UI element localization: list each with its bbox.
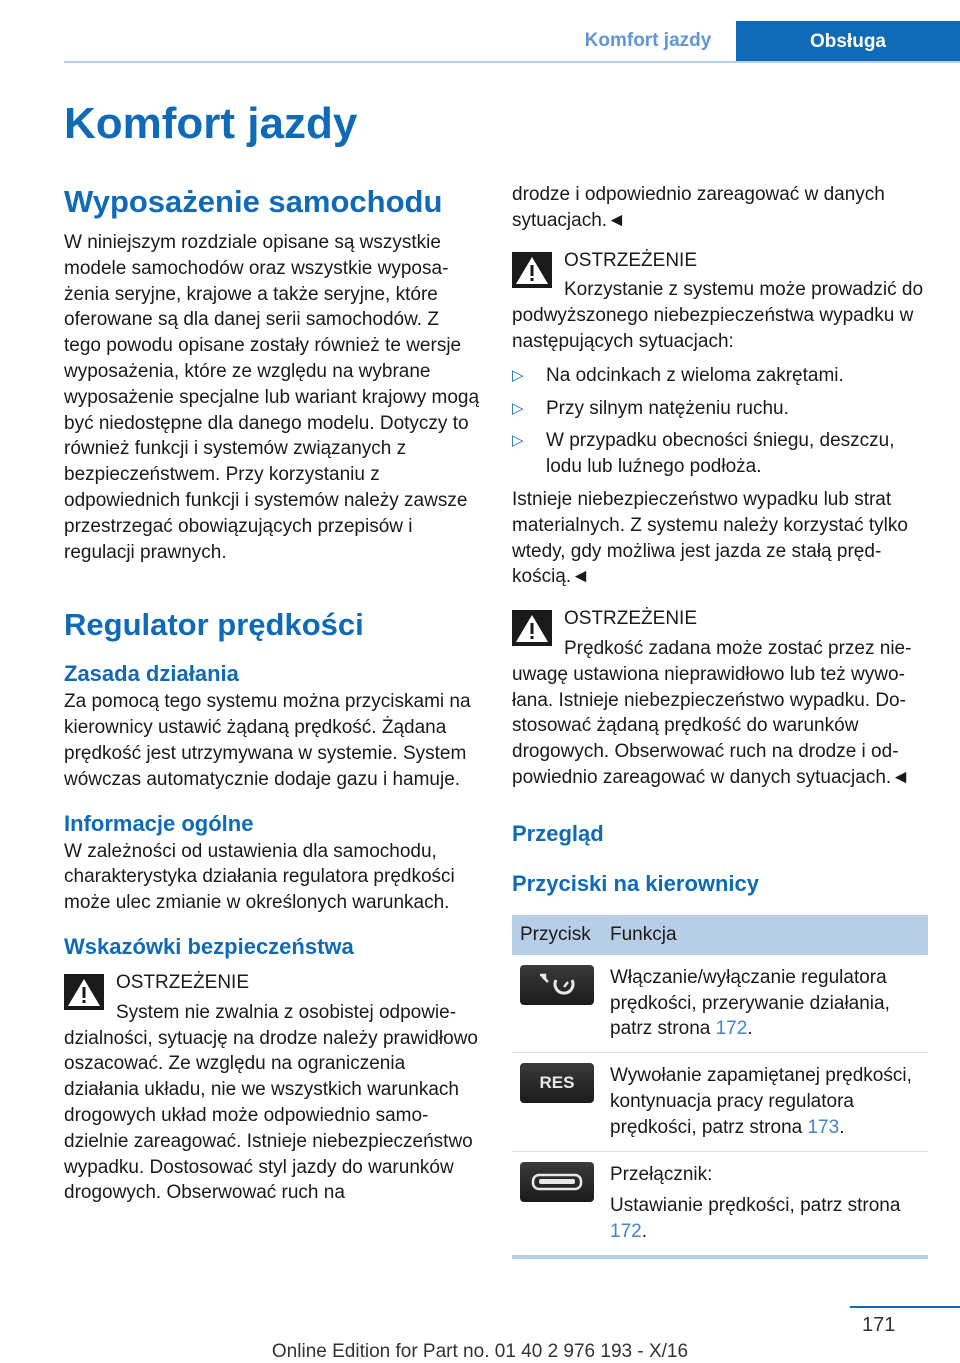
warning-block-3 bbox=[512, 606, 928, 791]
heading-steering-buttons: Przyciski na kierownicy bbox=[512, 870, 760, 896]
table-row bbox=[512, 955, 928, 1053]
warning-block-1 bbox=[64, 970, 480, 1206]
page-link[interactable]: 172 bbox=[715, 1018, 748, 1040]
page-number: 171 bbox=[862, 1314, 896, 1336]
res-button-icon: RES bbox=[520, 1063, 594, 1103]
list-item: ▷ Przy silnym natężeniu ruchu. bbox=[512, 396, 928, 422]
table-header-row bbox=[512, 915, 928, 955]
paragraph-continued: drodze i odpowiednio zareagować w danych sytuacjach.◄ bbox=[512, 184, 885, 231]
header-section-label: Komfort jazdy bbox=[584, 30, 712, 51]
warning-triangle-icon bbox=[512, 252, 552, 288]
bullet-arrow-icon: ▷ bbox=[512, 399, 524, 417]
function-cell: Wywołanie zapamiętanej prędkości, kontynuacja pracy regulatora prędkości, patrz strona 173. bbox=[602, 1053, 928, 1151]
warning-body: Prędkość zadana może zostać przez nieuwagę ustawiona nieprawidłowo lub też wywołana. Istnieje niebezpieczeństwo wypadku. Dostosować żądaną prędkość do warunków drogowych. Obserwować ruch na drodze i odpowiednio zareagować w danych sytuacjach.◄ bbox=[512, 637, 912, 788]
warning-triangle-icon bbox=[64, 974, 104, 1010]
heading-cruise-control: Regulator prędkości bbox=[64, 607, 364, 643]
paragraph-general-info: W zależności od ustawienia dla samochodu, charakterystyka działania regulatora prędkości może ulec zmianie w określonych warunkach. bbox=[64, 840, 455, 914]
rocker-switch-icon bbox=[520, 1162, 594, 1202]
bullet-arrow-icon: ▷ bbox=[512, 432, 524, 450]
warning-triangle-icon bbox=[512, 610, 552, 646]
page-link[interactable]: 173 bbox=[807, 1116, 840, 1138]
page-title: Komfort jazdy bbox=[64, 99, 358, 148]
paragraph-principle: Za pomocą tego systemu można przyciskami na kierownicy ustawić żądaną prędkość. Żądana prędkość jest utrzymywana w systemie. System wówczas automatycznie dodaje gazu i hamuje. bbox=[64, 691, 471, 790]
column-header-button: Przycisk bbox=[512, 915, 602, 955]
warning-block-2 bbox=[512, 248, 928, 355]
heading-principle: Zasada działania bbox=[64, 661, 239, 687]
warning-body: Korzystanie z systemu może prowadzić do podwyższonego niebezpieczeństwa wypadku w następujących sytuacjach: bbox=[512, 279, 924, 352]
function-cell: Przełącznik: Ustawianie prędkości, patrz strona 172. bbox=[602, 1151, 928, 1257]
edition-footer: Online Edition for Part no. 01 40 2 976 193 - X/16 bbox=[271, 1341, 689, 1362]
heading-general-info: Informacje ogólne bbox=[64, 810, 254, 836]
table-row bbox=[512, 1151, 928, 1257]
page-number-rule bbox=[850, 1306, 960, 1308]
warning-title: OSTRZEŻENIE bbox=[564, 608, 698, 630]
heading-overview: Przegląd bbox=[512, 820, 604, 846]
table-row bbox=[512, 1053, 928, 1151]
page-link[interactable]: 172 bbox=[610, 1221, 642, 1243]
bullet-arrow-icon: ▷ bbox=[512, 366, 524, 384]
cruise-toggle-icon bbox=[520, 965, 594, 1005]
bullet-list bbox=[512, 363, 928, 480]
header-tab[interactable]: Obsługa bbox=[736, 21, 960, 63]
buttons-table bbox=[512, 915, 928, 1259]
list-item: ▷ W przypadku obecności śniegu, deszczu, lodu lub luźnego podłoża. bbox=[512, 430, 895, 478]
heading-equipment: Wyposażenie samochodu bbox=[64, 184, 443, 219]
function-cell: Włączanie/wyłączanie regulatora prędkości, przerywanie działania, patrz strona 172. bbox=[602, 955, 928, 1053]
paragraph-equipment: W niniejszym rozdziale opisane są wszystkie modele samochodów oraz wszystkie wyposażenia seryjne, krajowe a także seryjne, które oferowane są dla danej serii samochodów. Z tego powodu opisane zostały również te wersje wyposażenia, które ze względu na wybrane wyposażenie specjalne lub wariant krajowy mogą być niedostępne dla danego modelu. Dotyczy to również funkcji i systemów związanych z bezpieczeństwem. Przy korzystaniu z odpowiednich funkcji i systemów należy zawsze przestrzegać obowiązujących przepisów i regulacji prawnych. bbox=[64, 232, 480, 563]
warning-title: OSTRZEŻENIE bbox=[116, 971, 250, 993]
paragraph-risk: Istnieje niebezpieczeństwo wypadku lub strat materialnych. Z systemu należy korzystać tylko wtedy, gdy możliwa jest jazda ze stałą prędkością.◄ bbox=[512, 488, 908, 588]
warning-body: System nie zwalnia z osobistej odpowiedzialności, sytuację na drodze należy prawidłowo oszacować. Ze względu na ograniczenia działania układu, nie we wszystkich warunkach drogowych układ może odpowiednio samodzielnie zareagować. Istnieje niebezpieczeństwo wypadku. Dostosować styl jazdy do warunków drogowych. Obserwować ruch na bbox=[64, 1001, 479, 1204]
right-column bbox=[512, 182, 928, 1259]
warning-title: OSTRZEŻENIE bbox=[564, 249, 698, 271]
column-header-function: Funkcja bbox=[602, 915, 928, 955]
header-divider bbox=[64, 61, 960, 63]
heading-safety: Wskazówki bezpieczeństwa bbox=[64, 933, 354, 959]
left-column bbox=[64, 182, 480, 1206]
list-item: ▷ Na odcinkach z wieloma zakrętami. bbox=[512, 363, 928, 389]
